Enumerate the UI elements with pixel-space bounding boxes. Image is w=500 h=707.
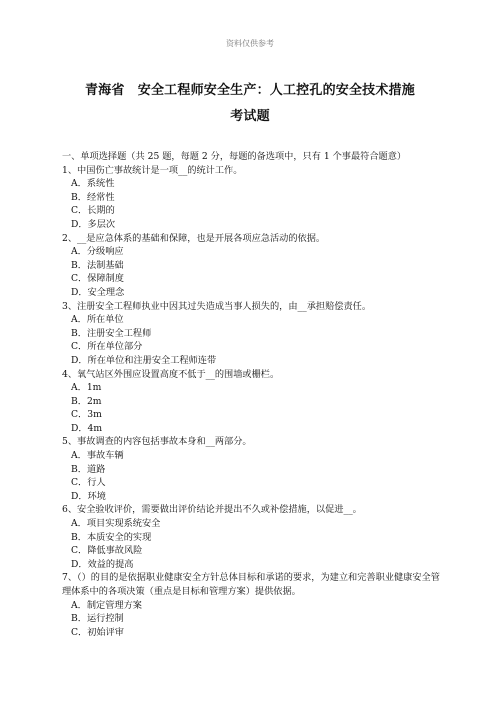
document-title: 青海省 安全工程师安全生产：人工控孔的安全技术措施 <box>84 83 415 98</box>
answer-option: D．所在单位和注册安全工程师连带 <box>71 354 217 366</box>
document-title-line2: 考试题 <box>230 109 270 124</box>
question-text: 5、事故调查的内容包括事故本身和__两部分。 <box>62 436 252 448</box>
question-text: 7、（）的目的是依据职业健康安全方针总体目标和承诺的要求，为建立和完善职业健康安全管理体系中的各项决策（重点是目标和管理方案）提供依据。 <box>62 572 440 597</box>
answer-option: A．系统性 <box>71 178 115 190</box>
answer-option: B．运行控制 <box>71 613 124 625</box>
answer-option: A．制定管理方案 <box>71 599 142 611</box>
answer-option: D．环境 <box>71 490 106 502</box>
question-text: 1、中国伤亡事故统计是一项__的统计工作。 <box>62 164 243 176</box>
answer-option: B．经常性 <box>71 191 115 203</box>
question-text: 3、注册安全工程师执业中因其过失造成当事人损失的，由__承担赔偿责任。 <box>62 300 372 312</box>
section-heading: 一、单项选择题（共 25 题，每题 2 分，每题的备选项中，只有 1 个事最符合题意） <box>62 151 407 162</box>
question-text: 6、安全验收评价，需要做出评价结论并提出不久或补偿措施，以促进__。 <box>62 504 362 516</box>
answer-option: A．分级响应 <box>71 246 124 258</box>
answer-option: A．1m <box>71 382 102 394</box>
question-list <box>62 164 442 640</box>
answer-option: B．法制基础 <box>71 259 124 271</box>
exam-content <box>62 150 442 639</box>
answer-option: C．3m <box>71 409 102 421</box>
answer-option: B．2m <box>71 395 102 407</box>
answer-option: D．4m <box>71 422 103 434</box>
page-header: 资料仅供参考 <box>226 39 274 48</box>
answer-option: A．项目实现系统安全 <box>71 518 161 530</box>
answer-option: A．所在单位 <box>71 314 124 326</box>
answer-option: B．本质安全的实现 <box>71 531 152 543</box>
question-text: 2、__是应急体系的基础和保障，也是开展各项应急活动的依据。 <box>62 232 326 244</box>
answer-option: B．道路 <box>71 463 106 475</box>
answer-option: C．初始评审 <box>71 626 124 638</box>
answer-option: D．安全理念 <box>71 286 125 298</box>
question-text: 4、氧气站区外围应设置高度不低于__的围墙或栅栏。 <box>62 368 280 380</box>
answer-option: C．行人 <box>71 477 106 489</box>
answer-option: D．多层次 <box>71 218 116 230</box>
answer-option: D．效益的提高 <box>71 558 134 570</box>
answer-option: C．保障制度 <box>71 273 124 285</box>
answer-option: B．注册安全工程师 <box>71 327 152 339</box>
answer-option: C．长期的 <box>71 205 115 217</box>
answer-option: C．降低事故风险 <box>71 545 143 557</box>
answer-option: C．所在单位部分 <box>71 341 143 353</box>
answer-option: A．事故车辆 <box>71 450 124 462</box>
